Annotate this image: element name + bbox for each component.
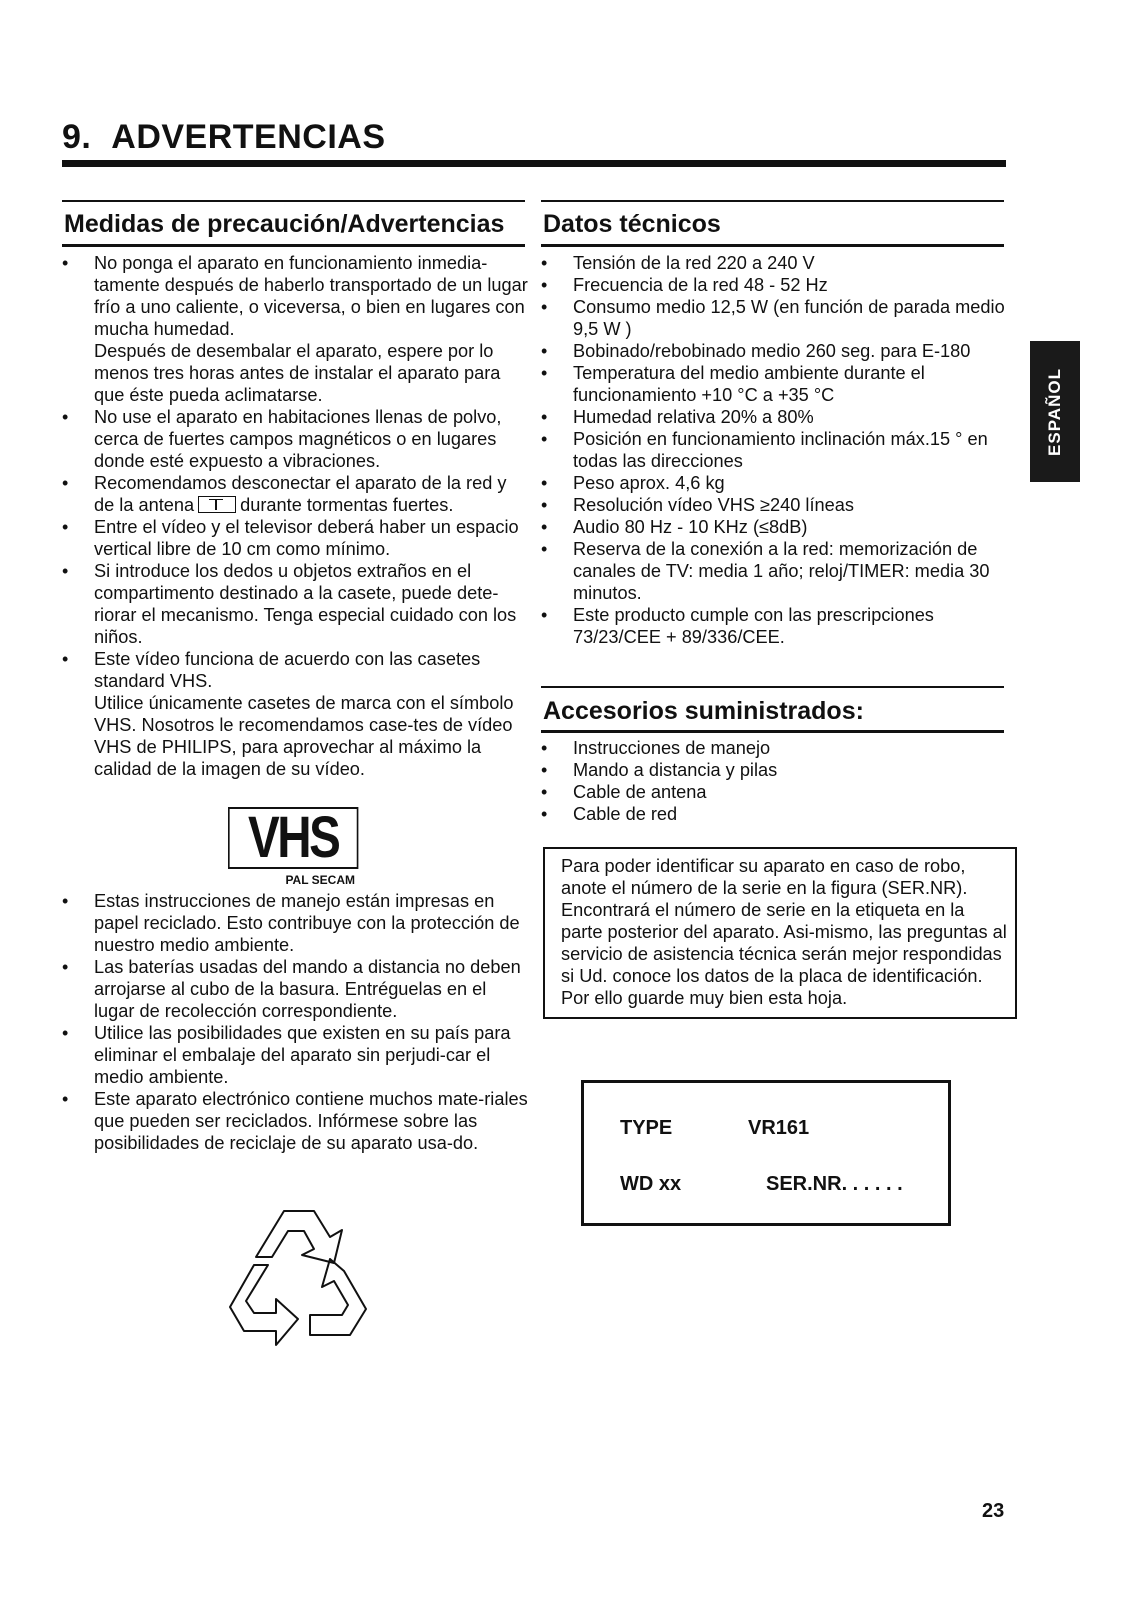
precaution-extra: Después de desembalar el aparato, espere por lo menos tres horas antes de instalar el aparato para que éste pueda aclimatarse. — [94, 341, 501, 405]
list-item: • Tensión de la red 220 a 240 V — [541, 252, 1011, 274]
precautions-heading: Medidas de precaución/Advertencias — [64, 210, 505, 238]
environment-list — [62, 890, 530, 1154]
specs-heading: Datos técnicos — [543, 210, 721, 238]
vhs-mark: VHS — [228, 807, 358, 869]
list-item: • Reserva de la conexión a la red: memorización de canales de TV: media 1 año; reloj/TIMER: media 30 minutos. — [541, 538, 1011, 604]
accessories-top-rule — [541, 686, 1004, 688]
chapter-number: 9. — [62, 118, 92, 156]
list-item: • Frecuencia de la red 48 - 52 Hz — [541, 274, 1011, 296]
antenna-icon — [198, 496, 236, 513]
language-tab — [1030, 341, 1080, 482]
vhs-sub-label: PAL SECAM — [285, 873, 355, 887]
accessories-bottom-rule — [541, 730, 1004, 733]
type-label: TYPE — [620, 1117, 673, 1139]
list-item: • Resolución vídeo VHS ≥240 líneas — [541, 494, 1011, 516]
precaution-extra: Utilice únicamente casetes de marca con el símbolo VHS. Nosotros le recomendamos case-tes de vídeo VHS de PHILIPS, para aprovechar al máximo la calidad de la imagen de su vídeo. — [94, 693, 514, 779]
list-item: • Consumo medio 12,5 W (en función de parada medio 9,5 W ) — [541, 296, 1011, 340]
list-item: • Temperatura del medio ambiente durante el funcionamiento +10 °C a +35 °C — [541, 362, 1011, 406]
serial-info-box — [543, 847, 1017, 1019]
list-item: • Cable de red — [541, 803, 1001, 825]
precaution-text: Si introduce los dedos u objetos extraños en el compartimento destinado a la casete, puede dete-riorar el mecanismo. Tenga especial cuidado con los niños. — [94, 561, 517, 647]
recycle-icon — [226, 1205, 370, 1353]
page-number: 23 — [982, 1500, 1005, 1522]
precaution-text: Entre el vídeo y el televisor deberá haber un espacio vertical libre de 10 cm como mínimo. — [94, 517, 519, 559]
chapter-rule — [62, 160, 1006, 167]
specs-list — [541, 252, 1011, 648]
list-item: • Este producto cumple con las prescripciones 73/23/CEE + 89/336/CEE. — [541, 604, 1011, 648]
list-item: • Humedad relativa 20% a 80% — [541, 406, 1011, 428]
precaution-text: No use el aparato en habitaciones llenas de polvo, cerca de fuertes campos magnéticos o en lugares donde esté expuesto a vibraciones. — [94, 407, 502, 471]
vhs-logo — [228, 807, 359, 887]
list-item: • Estas instrucciones de manejo están impresas en papel reciclado. Esto contribuye con la protección de nuestro medio ambiente. — [62, 890, 530, 956]
precaution-text: Este vídeo funciona de acuerdo con las casetes standard VHS. — [94, 649, 481, 691]
list-item — [62, 406, 530, 472]
language-tab-label: ESPAÑOL — [1045, 367, 1065, 456]
list-item — [62, 648, 530, 780]
list-item: • Audio 80 Hz - 10 KHz (≤8dB) — [541, 516, 1011, 538]
precautions-top-rule — [62, 200, 525, 202]
type-value: VR161 — [748, 1117, 810, 1139]
list-item: • Bobinado/rebobinado medio 260 seg. para E-180 — [541, 340, 1011, 362]
list-item: • Este aparato electrónico contiene muchos mate-riales que pueden ser reciclados. Infórmese sobre las posibilidades de reciclaje de su aparato usa-do. — [62, 1088, 530, 1154]
precaution-text: durante tormentas fuertes. — [240, 495, 454, 515]
precaution-text: Recomendamos desconectar el aparato de la red y de la antena — [94, 473, 507, 515]
list-item: • Instrucciones de manejo — [541, 737, 1001, 759]
chapter-heading: ADVERTENCIAS — [111, 118, 386, 156]
specs-bottom-rule — [541, 244, 1004, 247]
list-item — [62, 560, 530, 648]
precautions-bottom-rule — [62, 244, 525, 247]
precaution-text: No ponga el aparato en funcionamiento inmedia-tamente después de haberlo transportado de un lugar frío a uno caliente, o viceversa, o bien en lugares con mucha humedad. — [94, 253, 528, 339]
list-item: • Utilice las posibilidades que existen en su país para eliminar el embalaje del aparato sin perjudi-car el medio ambiente. — [62, 1022, 530, 1088]
specs-top-rule — [541, 200, 1004, 202]
accessories-heading: Accesorios suministrados: — [543, 697, 864, 725]
serial-number-field: SER.NR. . . . . . — [766, 1173, 903, 1195]
list-item — [62, 472, 530, 516]
serial-info-text: Para poder identificar su aparato en caso de robo, anote el número de la serie en la figura (SER.NR). Encontrará el número de serie en la etiqueta en la parte posterior del aparato. Asi-mismo, las preguntas al servicio de asistencia técnica serán mejor respondidas si Ud. conoce los datos de la placa de identificación. Por ello guarde muy bien esta hoja. — [561, 856, 1007, 1008]
chapter-title — [62, 118, 386, 157]
wd-label: WD xx — [620, 1173, 682, 1195]
type-plate — [581, 1080, 951, 1226]
list-item — [62, 516, 530, 560]
precautions-list — [62, 252, 530, 780]
list-item: • Cable de antena — [541, 781, 1001, 803]
list-item: • Posición en funcionamiento inclinación máx.15 ° en todas las direcciones — [541, 428, 1011, 472]
list-item: • Las baterías usadas del mando a distancia no deben arrojarse al cubo de la basura. Entréguelas en el lugar de recolección correspondiente. — [62, 956, 530, 1022]
list-item: • Mando a distancia y pilas — [541, 759, 1001, 781]
list-item: • Peso aprox. 4,6 kg — [541, 472, 1011, 494]
accessories-list — [541, 737, 1001, 825]
list-item — [62, 252, 530, 406]
